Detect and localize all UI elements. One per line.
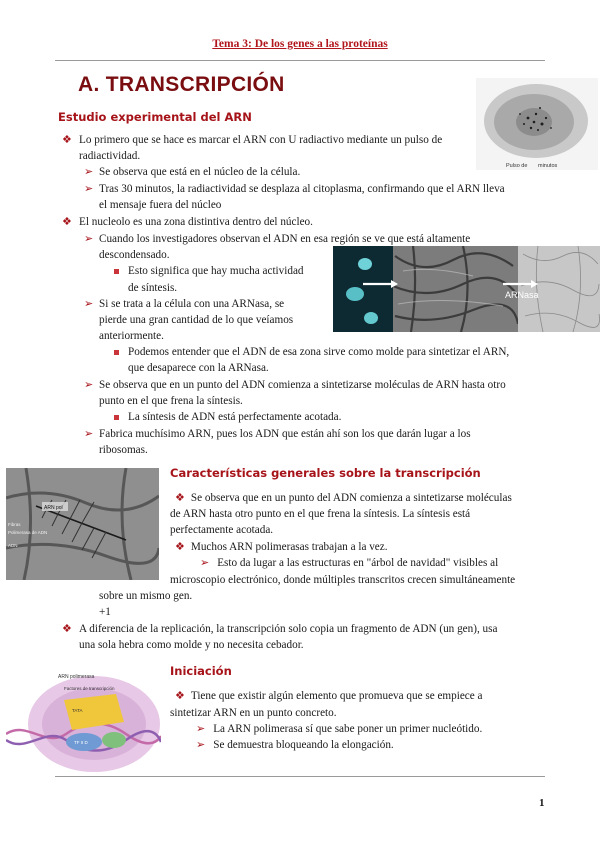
running-header: Tema 3: De los genes a las proteínas (212, 38, 388, 50)
list-item: ❖ Muchos ARN polimerasas trabajan a la vez. (175, 540, 388, 556)
subsection-caracteristicas: Características generales sobre la transcripción (170, 466, 481, 480)
list-item-cont: radiactividad. (79, 150, 141, 162)
list-item: ➢ Se observa que en un punto del ADN comienza a sintetizarse moléculas de ARN hasta otro (99, 378, 506, 394)
page-number: 1 (539, 797, 545, 809)
subsection-iniciacion: Iniciación (170, 664, 232, 678)
list-item-cont: pierde una gran cantidad de lo que veíamos (99, 314, 294, 326)
arrow-bullet-icon (196, 723, 213, 735)
cell-caption: Pulso de (506, 163, 528, 169)
cell-autoradiograph-image (476, 78, 598, 170)
nucleolus-micrograph-strip (333, 246, 600, 332)
list-item-cont: +1 (99, 606, 111, 618)
list-item-cont: sintetizar ARN en un punto concreto. (170, 707, 337, 719)
list-item-cont: de ARN hasta otro punto en el que frena la síntesis. La síntesis está (170, 508, 471, 520)
section-title: A. TRANSCRIPCIÓN (78, 73, 285, 96)
arrow-bullet-icon (196, 739, 213, 751)
list-item-cont: el mensaje fuera del núcleo (99, 199, 222, 211)
em-label-2: Fibras (8, 522, 21, 527)
list-item-cont: descondensado. (99, 249, 170, 261)
subsection-estudio: Estudio experimental del ARN (58, 110, 252, 124)
list-item: ➢ Se demuestra bloqueando la elongación. (196, 738, 394, 754)
list-item: Esto significa que hay mucha actividad (128, 264, 304, 280)
list-item: La síntesis de ADN está perfectamente acotada. (128, 410, 341, 426)
christmas-tree-micrograph (6, 468, 159, 580)
list-item: ➢ Tras 30 minutos, la radiactividad se desplaza al citoplasma, confirmando que el ARN lleva (99, 182, 505, 198)
list-item: ❖ Se observa que en un punto del ADN comienza a sintetizarse moléculas (175, 491, 512, 507)
diag-label-2: Factores de transcripción (64, 686, 115, 691)
diamond-bullet-icon (175, 541, 191, 553)
list-item: ➢ Esto da lugar a las estructuras en "árbol de navidad" visibles al (200, 556, 498, 572)
cell-caption-2: minutos (538, 163, 558, 169)
list-item-cont: de síntesis. (128, 282, 178, 294)
diamond-bullet-icon (175, 492, 191, 504)
list-item-cont: punto en el que frena la síntesis. (99, 395, 243, 407)
list-item: ❖ El nucleolo es una zona distintiva dentro del núcleo. (79, 215, 313, 231)
diag-label-1: ARN polimerasa (58, 674, 95, 680)
list-item: ➢ Si se trata a la célula con una ARNasa, se (99, 297, 284, 313)
list-item-cont: una sola hebra como molde y no necesita cebador. (79, 639, 304, 651)
diamond-bullet-icon (175, 690, 191, 702)
arrow-bullet-icon (200, 557, 217, 569)
list-item: ❖ A diferencia de la replicación, la transcripción solo copia un fragmento de ADN (un gen), usa (79, 622, 497, 638)
footer-divider (55, 776, 545, 777)
em-label-4: ADN (8, 543, 18, 548)
diag-label-4: TF II D (74, 740, 88, 745)
initiation-complex-diagram (6, 660, 161, 776)
list-item-cont: microscopio electrónico, donde múltiples transcritos crecen simultáneamente (170, 574, 516, 586)
list-item-cont: anteriormente. (99, 330, 164, 342)
list-item-cont: que desaparece con la ARNasa. (128, 362, 269, 374)
list-item: ➢ Se observa que está en el núcleo de la célula. (99, 165, 300, 181)
em-label-1: ARN pol (44, 505, 63, 511)
rnase-label: ARNasa (505, 290, 539, 300)
header-divider (55, 60, 545, 61)
em-label-3: Polimerasa de ADN (8, 530, 48, 535)
list-item: Podemos entender que el ADN de esa zona sirve como molde para sintetizar el ARN, (128, 345, 509, 361)
list-item: ❖ Lo primero que se hace es marcar el ARN con U radiactivo mediante un pulso de (79, 133, 442, 149)
list-item: ➢ La ARN polimerasa sí que sabe poner un primer nucleótido. (196, 722, 482, 738)
list-item: ➢ Cuando los investigadores observan el ADN en esa región se ve que está altamente (99, 232, 470, 248)
list-item: ❖ Tiene que existir algún elemento que promueva que se empiece a (175, 689, 482, 705)
list-item-cont: ribosomas. (99, 444, 148, 456)
list-item: ➢ Fabrica muchísimo ARN, pues los ADN que están ahí son los que darán lugar a los (99, 427, 471, 443)
list-item-cont: sobre un mismo gen. (99, 590, 193, 602)
diag-label-3: TATA (72, 708, 83, 713)
list-item-cont: perfectamente acotada. (170, 524, 274, 536)
